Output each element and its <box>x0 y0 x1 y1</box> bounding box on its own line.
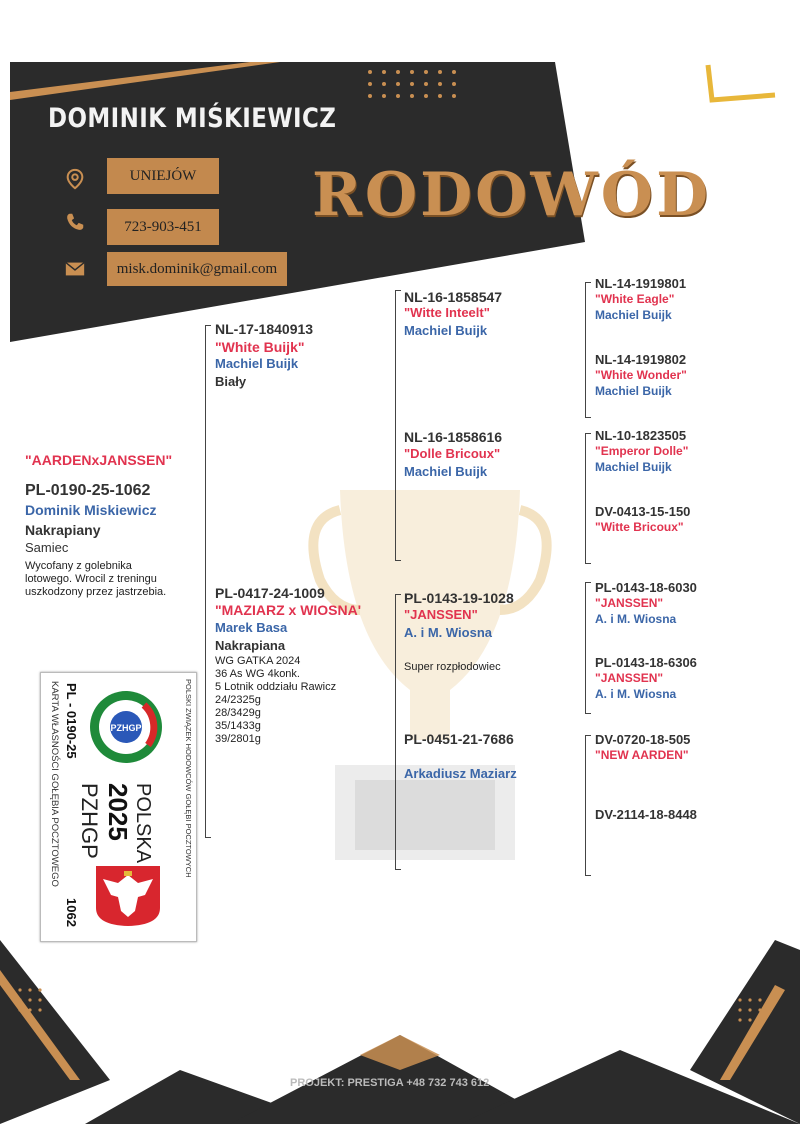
gen3-owner: Arkadiusz Maziarz <box>404 766 517 781</box>
bracket-line <box>585 282 586 417</box>
bracket-line <box>205 325 206 837</box>
subject-sex: Samiec <box>25 540 69 555</box>
gen3-name: "Dolle Bricoux" <box>404 446 501 461</box>
gen3-ring: NL-16-1858616 <box>404 429 503 445</box>
mail-icon <box>64 258 86 280</box>
gen4-ring: NL-10-1823505 <box>595 428 687 443</box>
gen4-owner: A. i M. Wiosna <box>595 687 677 701</box>
location-label: UNIEJÓW <box>107 158 219 194</box>
dam-result: 35/1433g <box>215 720 261 732</box>
subject-color: Nakrapiany <box>25 522 101 538</box>
bracket-tick <box>395 290 401 291</box>
gen4-owner: Machiel Buijk <box>595 460 672 474</box>
gen3-owner: A. i M. Wiosna <box>404 625 492 640</box>
card-abbr: PZHGP <box>77 783 102 859</box>
svg-text:PZHGP: PZHGP <box>110 723 142 733</box>
bracket-line <box>395 290 396 560</box>
bracket-tick <box>205 837 211 838</box>
dam-name: "MAZIARZ x WIOSNA' <box>215 602 362 618</box>
bracket-tick <box>395 869 401 870</box>
footer-decoration <box>0 930 800 1124</box>
dam-result: 24/2325g <box>215 694 261 706</box>
sire-owner: Machiel Buijk <box>215 356 299 371</box>
phone-icon <box>64 211 86 233</box>
bracket-tick <box>585 417 591 418</box>
bracket-tick <box>585 563 591 564</box>
dam-ring: PL-0417-24-1009 <box>215 585 325 601</box>
dam-result: 39/2801g <box>215 733 261 745</box>
bracket-line <box>395 594 396 869</box>
bracket-tick <box>395 594 401 595</box>
gen4-ring: PL-0143-18-6306 <box>595 655 697 670</box>
gen4-ring: NL-14-1919802 <box>595 352 687 367</box>
bracket-line <box>585 433 586 563</box>
sire-ring: NL-17-1840913 <box>215 321 314 337</box>
gen4-name: "Witte Bricoux" <box>595 520 684 534</box>
gen4-name: "Emperor Dolle" <box>595 444 689 458</box>
gen4-name: "NEW AARDEN" <box>595 748 689 762</box>
subject-ring: PL-0190-25-1062 <box>25 482 151 499</box>
dam-owner: Marek Basa <box>215 620 288 635</box>
card-year: 2025 <box>103 783 133 841</box>
card-org: POLSKI ZWIĄZEK HODOWCÓW GOŁĘBI POCZTOWYCH <box>184 679 193 878</box>
location-pin-icon <box>64 168 86 190</box>
gen4-name: "JANSSEN" <box>595 671 664 685</box>
subject-note: Wycofany z golebnika <box>25 560 132 572</box>
gen4-owner: A. i M. Wiosna <box>595 612 677 626</box>
dam-color: Nakrapiana <box>215 638 286 653</box>
sire-name: "White Buijk" <box>215 339 305 355</box>
phone-label: 723-903-451 <box>107 209 219 245</box>
gen4-owner: Machiel Buijk <box>595 308 672 322</box>
gen4-ring: DV-0720-18-505 <box>595 732 691 747</box>
card-country: POLSKA <box>132 783 154 864</box>
subject-owner: Dominik Miskiewicz <box>25 502 157 518</box>
gen3-name: "Witte Inteelt" <box>404 305 490 320</box>
gen3-owner: Machiel Buijk <box>404 464 488 479</box>
gen3-owner: Machiel Buijk <box>404 323 488 338</box>
bracket-tick <box>585 713 591 714</box>
bracket-tick <box>205 325 211 326</box>
owner-name: DOMINIK MIŚKIEWICZ <box>48 103 337 134</box>
gen4-ring: DV-0413-15-150 <box>595 504 691 519</box>
bracket-tick <box>395 560 401 561</box>
gen4-name: "White Wonder" <box>595 368 687 382</box>
card-ring-prefix: PL - 0190-25 <box>64 683 79 759</box>
gen3-ring: PL-0451-21-7686 <box>404 731 514 747</box>
dam-result: 5 Lotnik oddziału Rawicz <box>215 681 337 693</box>
polish-eagle-icon <box>93 863 163 928</box>
footer-text: PROJEKT: PRESTIGA +48 732 743 612 <box>290 1077 490 1089</box>
pzhgp-logo-icon <box>86 687 166 767</box>
gen4-name: "JANSSEN" <box>595 596 664 610</box>
corner-accent-icon <box>700 60 780 110</box>
bracket-line <box>585 582 586 713</box>
gen3-ring: PL-0143-19-1028 <box>404 590 514 606</box>
gen4-ring: NL-14-1919801 <box>595 276 687 291</box>
gen4-ring: DV-2114-18-8448 <box>595 807 697 822</box>
gen4-name: "White Eagle" <box>595 292 675 306</box>
subject-note: uszkodzony przez jastrzebia. <box>25 586 167 598</box>
dam-result: 28/3429g <box>215 707 261 719</box>
card-ring-number: 1062 <box>64 898 79 927</box>
ownership-card <box>40 672 197 942</box>
subject-name: "AARDENxJANSSEN" <box>25 452 173 468</box>
subject-note: lotowego. Wrocil z treningu <box>25 573 157 585</box>
bracket-tick <box>585 282 591 283</box>
gen4-owner: Machiel Buijk <box>595 384 672 398</box>
gen3-note: Super rozpłodowiec <box>404 661 501 673</box>
document-title: RODOWÓD <box>312 160 712 230</box>
gen3-name: "JANSSEN" <box>404 607 478 622</box>
bracket-tick <box>585 875 591 876</box>
bracket-tick <box>585 735 591 736</box>
bracket-tick <box>585 582 591 583</box>
gen4-ring: PL-0143-18-6030 <box>595 580 697 595</box>
sire-color: Biały <box>215 374 247 389</box>
gen3-ring: NL-16-1858547 <box>404 289 503 305</box>
dam-result: 36 As WG 4konk. <box>215 668 300 680</box>
dam-result: WG GATKA 2024 <box>215 655 301 667</box>
card-caption: KARTA WŁASNOŚCI GOŁĘBIA POCZTOWEGO <box>49 681 60 887</box>
bracket-line <box>585 735 586 875</box>
email-label: misk.dominik@gmail.com <box>107 252 287 286</box>
bracket-tick <box>585 433 591 434</box>
